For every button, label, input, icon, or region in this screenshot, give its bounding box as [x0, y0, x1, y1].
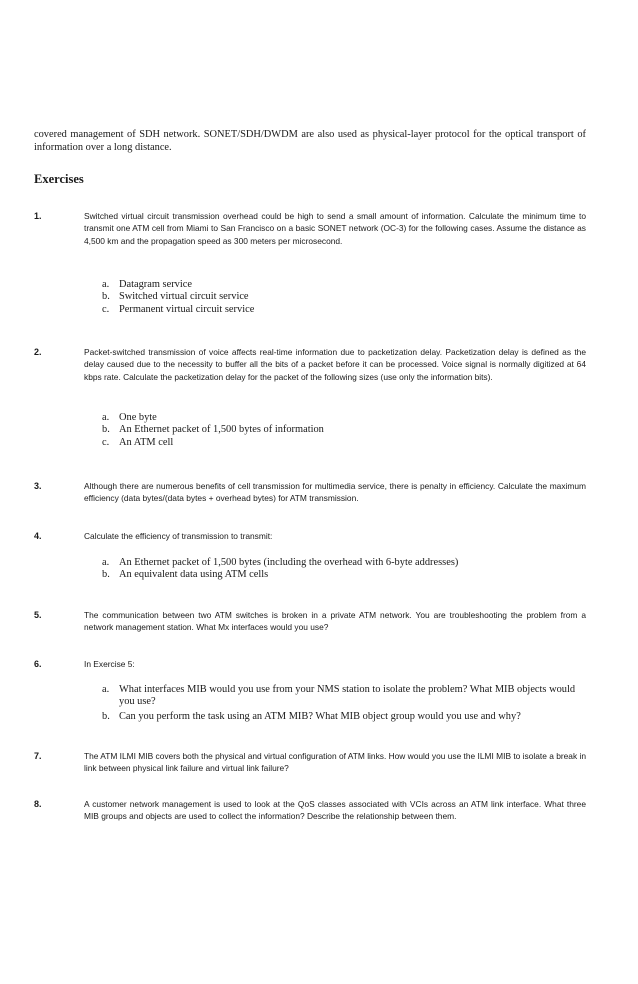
item-text: An Ethernet packet of 1,500 bytes of information [119, 424, 324, 436]
item-letter: b. [102, 710, 110, 722]
item-text: An ATM cell [119, 436, 174, 448]
exercise-6-text: In Exercise 5: [84, 659, 135, 669]
exercise-1-number: 1. [34, 211, 42, 221]
list-item [102, 684, 586, 709]
exercise-4-subitems [102, 557, 586, 582]
exercise-8-text: A customer network management is used to look at the QoS classes associated with VCIs across an ATM link interface. What three MIB groups and objects are used to collect the information? Describe the relationship between them. [84, 799, 586, 822]
exercise-2-text: Packet-switched transmission of voice affects real-time information due to packetization delay. Packetization delay is defined as the delay caused due to the necessity to buffer all the bits of a packet before it can be processed. Voice signal is normally digitized at 64 kbps rate. Calculate the packetization delay for the packet of the following sizes (use only the information bits). [84, 347, 586, 382]
item-letter: b. [102, 569, 110, 581]
item-letter: b. [102, 291, 110, 303]
list-item [102, 711, 586, 723]
item-letter: a. [102, 684, 110, 695]
item-text: What interfaces MIB would you use from your NMS station to isolate the problem? What MIB objects would you use? [119, 684, 576, 708]
exercise-5-number: 5. [34, 610, 42, 620]
item-text: Datagram service [119, 279, 192, 290]
list-item [102, 291, 586, 303]
exercise-3-text: Although there are numerous benefits of cell transmission for multimedia service, there is penalty in efficiency. Calculate the maximum efficiency (data bytes/(data bytes + overhead bytes) for ATM transmission. [84, 481, 586, 504]
item-letter: a. [102, 557, 110, 568]
item-letter: b. [102, 424, 110, 436]
item-text: Switched virtual circuit service [119, 291, 249, 303]
exercise-4-text: Calculate the efficiency of transmission to transmit: [84, 531, 273, 541]
exercise-2-subitems [102, 412, 586, 449]
exercise-6-subitems [102, 684, 586, 723]
list-item [102, 304, 586, 316]
exercise-8-number: 8. [34, 799, 42, 809]
item-text: Can you perform the task using an ATM MIB? What MIB object group would you use and why? [119, 710, 521, 722]
exercise-3-number: 3. [34, 481, 42, 491]
intro-paragraph: covered management of SDH network. SONET/SDH/DWDM are also used as physical-layer protocol for the optical transport of information over a long distance. [34, 129, 586, 153]
item-text: Permanent virtual circuit service [119, 303, 255, 315]
item-letter: a. [102, 279, 110, 290]
exercise-7-text: The ATM ILMI MIB covers both the physical and virtual configuration of ATM links. How would you use the ILMI MIB to isolate a break in link between physical link failure and virtual link failure? [84, 751, 586, 774]
exercise-1-text: Switched virtual circuit transmission overhead could be high to send a small amount of information. Calculate the minimum time to transmit one ATM cell from Miami to San Francisco on a basic SONET network (OC-3) for the following cases. Assume the distance as 4,500 km and the propagation speed as 300 meters per microsecond. [84, 211, 586, 246]
list-item [102, 569, 586, 581]
exercises-heading: Exercises [34, 172, 84, 186]
item-text: An equivalent data using ATM cells [119, 569, 269, 581]
list-item [102, 412, 586, 424]
item-letter: a. [102, 412, 110, 423]
list-item [102, 557, 586, 569]
list-item [102, 437, 586, 449]
exercise-4-number: 4. [34, 531, 42, 541]
list-item [102, 279, 586, 291]
exercise-6-number: 6. [34, 659, 42, 669]
item-letter: c. [102, 303, 110, 315]
item-text: An Ethernet packet of 1,500 bytes (including the overhead with 6-byte addresses) [119, 557, 459, 568]
item-letter: c. [102, 436, 110, 448]
item-text: One byte [119, 412, 157, 423]
exercise-7-number: 7. [34, 751, 42, 761]
exercise-5-text: The communication between two ATM switches is broken in a private ATM network. You are troubleshooting the problem from a network management station. What Mx interfaces would you use? [84, 610, 586, 633]
exercise-2-number: 2. [34, 347, 42, 357]
list-item [102, 424, 586, 436]
exercise-1-subitems [102, 279, 586, 316]
